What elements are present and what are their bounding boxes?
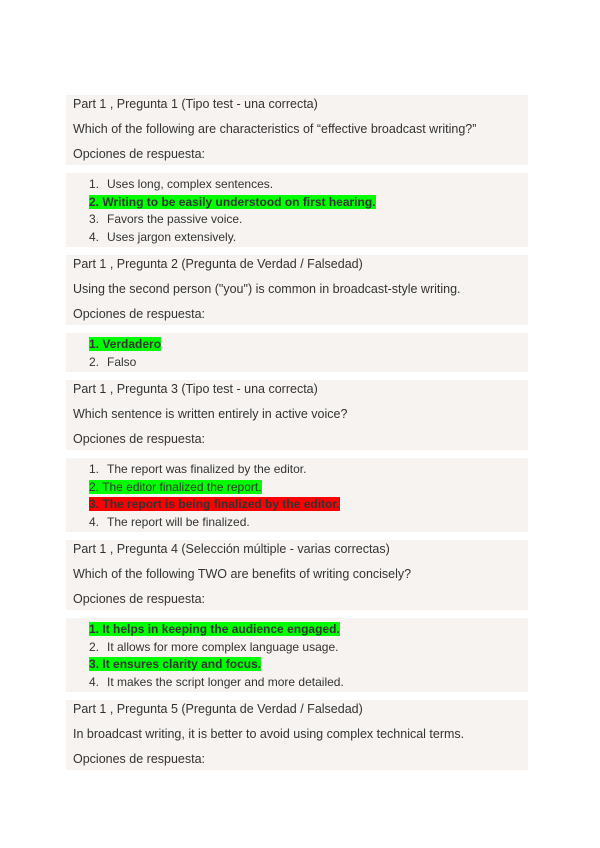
option-number: 1. [89,177,100,191]
option-number: 2. [89,194,100,209]
highlighted-option-text [89,480,262,494]
option-number: 3. [89,497,100,511]
option-label: Writing to be easily understood on first hearing. [102,194,376,209]
option-text [89,640,338,654]
option-text [89,515,250,529]
question-block [66,95,528,255]
highlighted-option-text [89,657,261,671]
question-text: Which sentence is written entirely in active voice? [66,400,528,425]
answer-option [89,656,521,674]
answer-options-list [73,173,521,247]
question-header: Part 1 , Pregunta 1 (Tipo test - una correcta) [66,95,528,115]
highlighted-option-text [89,497,340,511]
answer-option [89,514,521,532]
answer-option [89,479,521,497]
separator [66,372,528,380]
options-band [66,458,528,532]
question-text: Which of the following TWO are benefits of writing concisely? [66,560,528,585]
answer-option [89,194,521,212]
separator [66,450,528,458]
options-band [66,173,528,247]
answer-options-list [73,333,521,372]
question-text: Which of the following are characteristics of “effective broadcast writing?” [66,115,528,140]
highlighted-option-text [89,195,376,209]
separator [66,532,528,540]
option-text [89,462,306,476]
option-label: The report was finalized by the editor. [107,462,307,476]
option-label: The report is being finalized by the editor. [102,497,340,511]
option-text [89,355,136,369]
answer-option [89,211,521,229]
options-label: Opciones de respuesta: [66,585,528,610]
options-band [66,333,528,372]
answer-option [89,639,521,657]
option-label: Falso [107,354,137,369]
separator [66,610,528,618]
option-number: 2. [89,639,100,654]
question-header: Part 1 , Pregunta 4 (Selección múltiple - varias correctas) [66,540,528,560]
option-number: 3. [89,212,100,226]
answer-option [89,229,521,247]
options-label: Opciones de respuesta: [66,745,528,770]
option-text [89,177,273,191]
answer-option [89,336,521,354]
separator [66,692,528,700]
option-number: 4. [89,229,100,244]
answer-option [89,354,521,372]
quiz-document [66,95,528,770]
answer-option [89,176,521,194]
option-label: Uses jargon extensively. [107,229,237,244]
question-header: Part 1 , Pregunta 5 (Pregunta de Verdad / Falsedad) [66,700,528,720]
option-number: 3. [89,657,100,671]
question-block [66,380,528,540]
option-number: 1. [89,462,100,476]
separator [66,325,528,333]
option-label: It makes the script longer and more detailed. [107,674,344,689]
option-label: The report will be finalized. [107,514,250,529]
question-text: In broadcast writing, it is better to avoid using complex technical terms. [66,720,528,745]
answer-options-list [73,458,521,532]
option-number: 1. [89,337,100,351]
option-number: 2. [89,354,100,369]
option-label: Uses long, complex sentences. [107,177,274,191]
options-label: Opciones de respuesta: [66,300,528,325]
option-text [89,675,344,689]
option-number: 4. [89,514,100,529]
question-block [66,540,528,700]
answer-options-list [73,618,521,692]
question-block [66,255,528,380]
highlighted-option-text [89,337,161,351]
option-text [89,230,236,244]
answer-option [89,674,521,692]
option-label: The editor finalized the report. [102,479,262,494]
option-number: 1. [89,622,100,636]
option-label: Favors the passive voice. [107,212,243,226]
answer-option [89,496,521,514]
answer-option [89,461,521,479]
option-text [89,212,242,226]
highlighted-option-text [89,622,340,636]
option-label: It ensures clarity and focus. [102,657,262,671]
separator [66,165,528,173]
question-header: Part 1 , Pregunta 2 (Pregunta de Verdad / Falsedad) [66,255,528,275]
option-label: Verdadero [102,337,162,351]
option-label: It allows for more complex language usage. [107,639,339,654]
question-text: Using the second person ("you") is common in broadcast-style writing. [66,275,528,300]
separator [66,247,528,255]
answer-option [89,621,521,639]
option-number: 4. [89,674,100,689]
options-label: Opciones de respuesta: [66,425,528,450]
question-header: Part 1 , Pregunta 3 (Tipo test - una correcta) [66,380,528,400]
question-block [66,700,528,770]
options-band [66,618,528,692]
option-label: It helps in keeping the audience engaged. [102,622,340,636]
options-label: Opciones de respuesta: [66,140,528,165]
option-number: 2. [89,479,100,494]
